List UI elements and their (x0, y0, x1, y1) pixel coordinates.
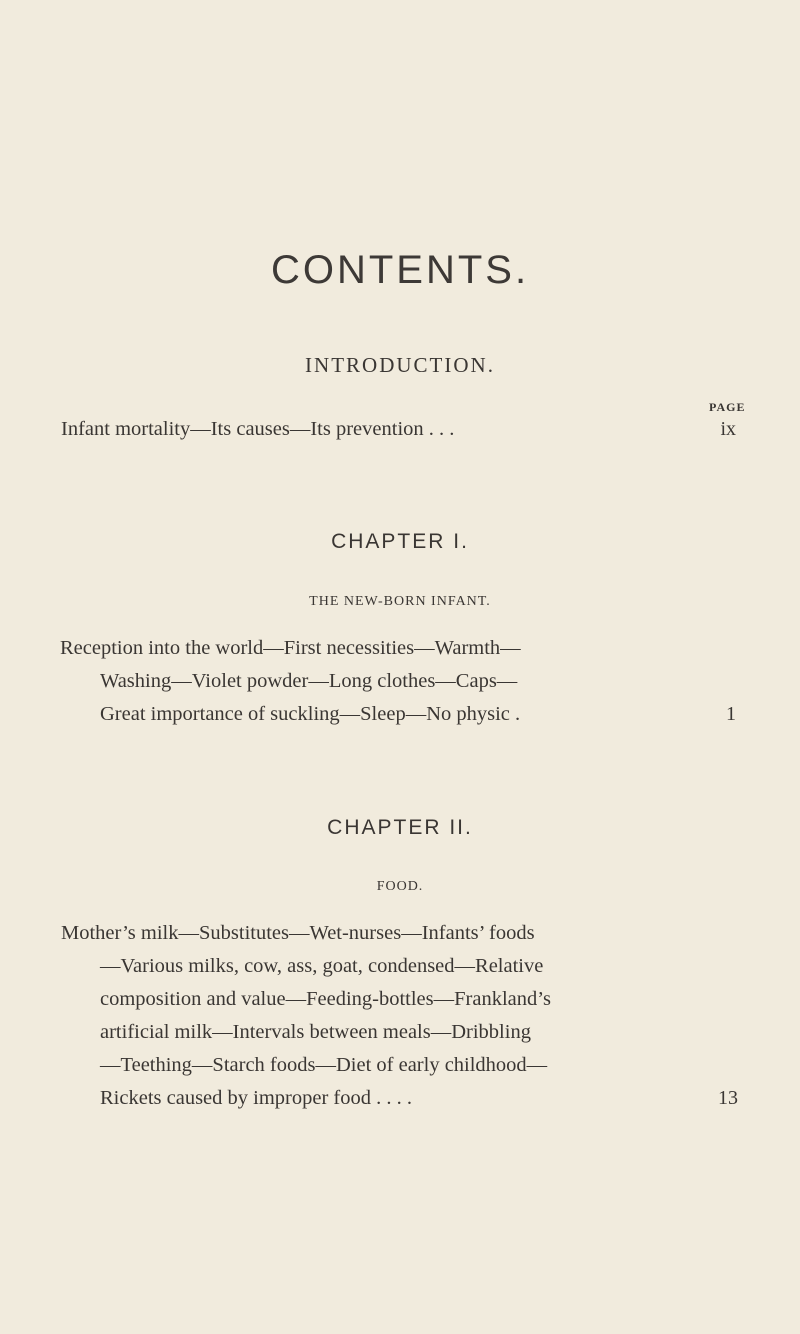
chapter-1-subheading: THE NEW-BORN INFANT. (309, 594, 491, 609)
page-column-label: PAGE (709, 400, 746, 414)
introduction-entry-text: Infant mortality—Its causes—Its prevention . . . (61, 418, 455, 440)
introduction-page-number: ix (720, 418, 736, 440)
introduction-heading: INTRODUCTION. (305, 353, 495, 377)
chapter-2-entry-line: composition and value—Feeding-bottles—Frankland’s (100, 988, 551, 1010)
chapter-2-page-number: 13 (718, 1087, 738, 1109)
chapter-2-entry-line: Rickets caused by improper food . . . . (100, 1087, 412, 1109)
chapter-2-entry-line: —Teething—Starch foods—Diet of early childhood— (100, 1054, 548, 1076)
chapter-1-page-number: 1 (726, 703, 736, 725)
chapter-2-subheading: FOOD. (376, 879, 424, 894)
chapter-1-heading: CHAPTER I. (331, 530, 469, 553)
chapter-1-entry-line: Reception into the world—First necessities—Warmth— (60, 637, 521, 659)
chapter-2-heading: CHAPTER II. (327, 816, 473, 839)
chapter-2-entry-line: artificial milk—Intervals between meals—Dribbling (100, 1021, 531, 1043)
chapter-1-entry-line: Washing—Violet powder—Long clothes—Caps— (100, 670, 518, 692)
chapter-1-entry-line: Great importance of suckling—Sleep—No physic . (100, 703, 521, 725)
page-title: CONTENTS. (270, 248, 530, 292)
chapter-2-entry-line: —Various milks, cow, ass, goat, condensed—Relative (100, 955, 544, 977)
chapter-2-entry-line: Mother’s milk—Substitutes—Wet-nurses—Infants’ foods (61, 922, 535, 944)
